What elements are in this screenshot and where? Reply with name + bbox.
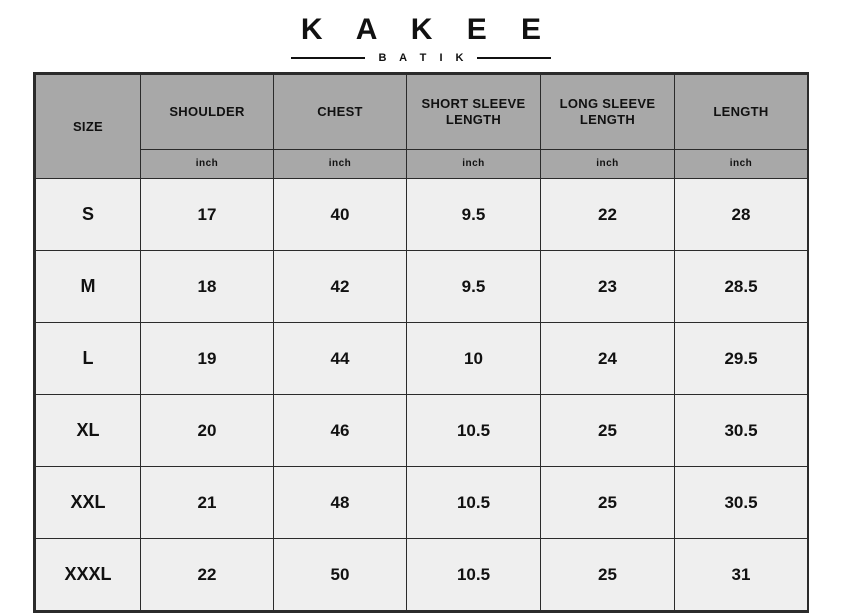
brand-name: K A K E E xyxy=(300,13,555,46)
cell-chest: 50 xyxy=(274,539,407,611)
cell-long-sleeve: 25 xyxy=(541,539,675,611)
cell-shoulder: 21 xyxy=(141,467,274,539)
cell-chest: 48 xyxy=(274,467,407,539)
column-header-long-sleeve-length: LONG SLEEVE LENGTH xyxy=(541,75,675,150)
cell-length: 30.5 xyxy=(675,395,808,467)
size-table-container xyxy=(33,72,809,613)
table-row xyxy=(36,251,808,323)
size-table xyxy=(35,74,808,611)
cell-long-sleeve: 22 xyxy=(541,179,675,251)
cell-short-sleeve: 10.5 xyxy=(407,539,541,611)
cell-shoulder: 22 xyxy=(141,539,274,611)
table-body xyxy=(36,179,808,611)
cell-length: 28 xyxy=(675,179,808,251)
cell-shoulder: 18 xyxy=(141,251,274,323)
table-row xyxy=(36,539,808,611)
cell-chest: 40 xyxy=(274,179,407,251)
table-units-row xyxy=(36,150,808,179)
cell-short-sleeve: 10.5 xyxy=(407,395,541,467)
right-rule-divider xyxy=(477,57,551,59)
brand-header xyxy=(0,0,842,64)
unit-length: inch xyxy=(675,150,808,179)
unit-shoulder: inch xyxy=(141,150,274,179)
cell-shoulder: 19 xyxy=(141,323,274,395)
cell-short-sleeve: 10.5 xyxy=(407,467,541,539)
column-header-shoulder: SHOULDER xyxy=(141,75,274,150)
cell-long-sleeve: 25 xyxy=(541,395,675,467)
table-row xyxy=(36,467,808,539)
cell-long-sleeve: 25 xyxy=(541,467,675,539)
cell-short-sleeve: 9.5 xyxy=(407,179,541,251)
cell-long-sleeve: 23 xyxy=(541,251,675,323)
unit-long-sleeve: inch xyxy=(541,150,675,179)
table-row xyxy=(36,323,808,395)
column-header-length: LENGTH xyxy=(675,75,808,150)
column-header-size: SIZE xyxy=(36,75,141,179)
cell-short-sleeve: 9.5 xyxy=(407,251,541,323)
column-header-short-sleeve-length: SHORT SLEEVE LENGTH xyxy=(407,75,541,150)
cell-size: S xyxy=(36,179,141,251)
brand-subtitle-row xyxy=(0,52,842,64)
cell-size: XL xyxy=(36,395,141,467)
cell-length: 29.5 xyxy=(675,323,808,395)
cell-length: 30.5 xyxy=(675,467,808,539)
column-header-chest: CHEST xyxy=(274,75,407,150)
cell-size: M xyxy=(36,251,141,323)
table-header-row xyxy=(36,75,808,150)
unit-chest: inch xyxy=(274,150,407,179)
cell-shoulder: 17 xyxy=(141,179,274,251)
cell-shoulder: 20 xyxy=(141,395,274,467)
unit-short-sleeve: inch xyxy=(407,150,541,179)
cell-short-sleeve: 10 xyxy=(407,323,541,395)
brand-subtitle: B A T I K xyxy=(378,51,469,64)
left-rule-divider xyxy=(291,57,365,59)
cell-length: 31 xyxy=(675,539,808,611)
cell-size: XXL xyxy=(36,467,141,539)
cell-chest: 42 xyxy=(274,251,407,323)
table-row xyxy=(36,395,808,467)
table-head xyxy=(36,75,808,179)
cell-size: XXXL xyxy=(36,539,141,611)
cell-length: 28.5 xyxy=(675,251,808,323)
cell-long-sleeve: 24 xyxy=(541,323,675,395)
cell-chest: 46 xyxy=(274,395,407,467)
table-row xyxy=(36,179,808,251)
cell-size: L xyxy=(36,323,141,395)
cell-chest: 44 xyxy=(274,323,407,395)
